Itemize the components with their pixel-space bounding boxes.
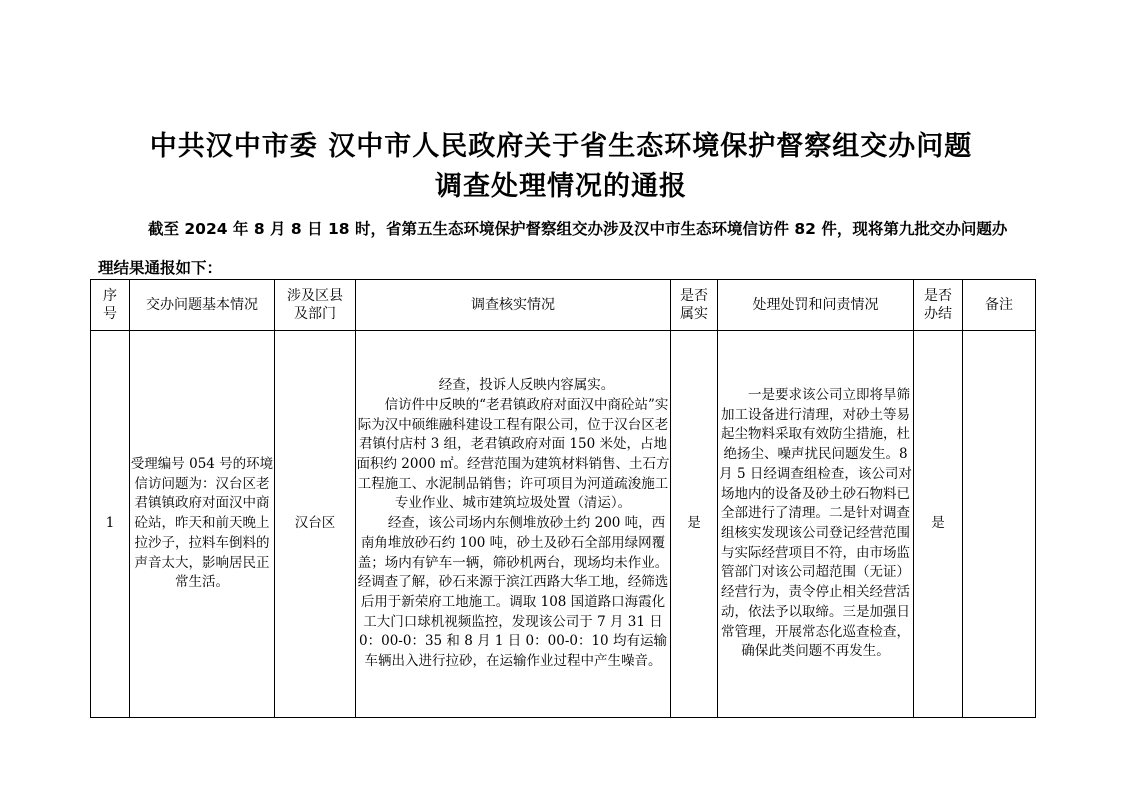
cell-remark — [963, 331, 1036, 718]
cell-verified: 是 — [671, 331, 718, 718]
document-title-line1: 中共汉中市委 汉中市人民政府关于省生态环境保护督察组交办问题 — [149, 131, 973, 162]
header-verified: 是否属实 — [671, 280, 718, 331]
header-handling: 处理处罚和问责情况 — [718, 280, 914, 331]
table-row — [91, 331, 1036, 718]
cell-area: 汉台区 — [275, 331, 356, 718]
header-remark: 备注 — [963, 280, 1036, 331]
investigation-paragraph-3: 经查，该公司场内东侧堆放砂土约 200 吨，西南角堆放砂石约 100 吨，砂土及砂石全部用绿网覆盖；场内有铲车一辆，筛砂机两台，现场均未作业。经调查了解，砂石来源于滨江西路大华工地，经筛选后用于新荣府工地施工。调取 108 国道路口海霞化工大门口球机视频监控，发现该公司于 7 月 31 日 0：00-0：35 和 8 月 1 日 0：00-0：10 均有运输车辆出入进行拉砂，在运输作业过程中产生噪音。 — [357, 515, 669, 670]
document-title-line2: 调查处理情况的通报 — [435, 171, 687, 202]
header-no: 序号 — [91, 280, 130, 331]
investigation-paragraph-1: 经查，投诉人反映内容属实。 — [438, 377, 615, 394]
investigation-paragraph-2: 信访件中反映的“老君镇政府对面汉中商砼站”实际为汉中硕维融科建设工程有限公司，位于汉台区老君镇付店村 3 组，老君镇政府对面 150 米处，占地面积约 2000 ㎡。经营范围为建筑材料销售、土石方工程施工、水泥制品销售；许可项目为河道疏浚施工专业作业、城市建筑垃圾处置（清运）。 — [356, 396, 670, 512]
cell-issue: 受理编号 054 号的环境信访问题为：汉台区老君镇镇政府对面汉中商砼站，昨天和前天晚上拉沙子，拉料车倒料的声音太大，影响居民正常生活。 — [130, 331, 275, 718]
intro-line1: 截至 2024 年 8 月 8 日 18 时，省第五生态环境保护督察组交办涉及汉中市生态环境信访件 82 件，现将第九批交办问题办 — [148, 220, 1008, 238]
table-header-row — [91, 280, 1036, 331]
header-closed: 是否办结 — [914, 280, 963, 331]
header-investigation: 调查核实情况 — [356, 280, 671, 331]
header-issue: 交办问题基本情况 — [130, 280, 275, 331]
cell-no: 1 — [91, 331, 130, 718]
cell-investigation — [356, 331, 671, 718]
intro-line2: 理结果通报如下： — [98, 259, 223, 277]
header-area: 涉及区县及部门 — [275, 280, 356, 331]
handling-paragraph: 一是要求该公司立即将旱筛加工设备进行清理，对砂土等易起尘物料采取有效防尘措施，杜绝扬尘、噪声扰民问题发生。8 月 5 日经调查组检查，该公司对场地内的设备及砂土砂石物料已全部进行了清理。二是针对调查组核实发现该公司登记经营范围与实际经营项目不符，由市场监管部门对该公司超范围（无证）经营行为，责令停止相关经营活动，依法予以取缔。三是加强日常管理，开展常态化巡查检查，确保此类问题不再发生。 — [719, 387, 912, 660]
report-table — [90, 279, 1036, 718]
cell-closed: 是 — [914, 331, 963, 718]
cell-handling — [718, 331, 914, 718]
